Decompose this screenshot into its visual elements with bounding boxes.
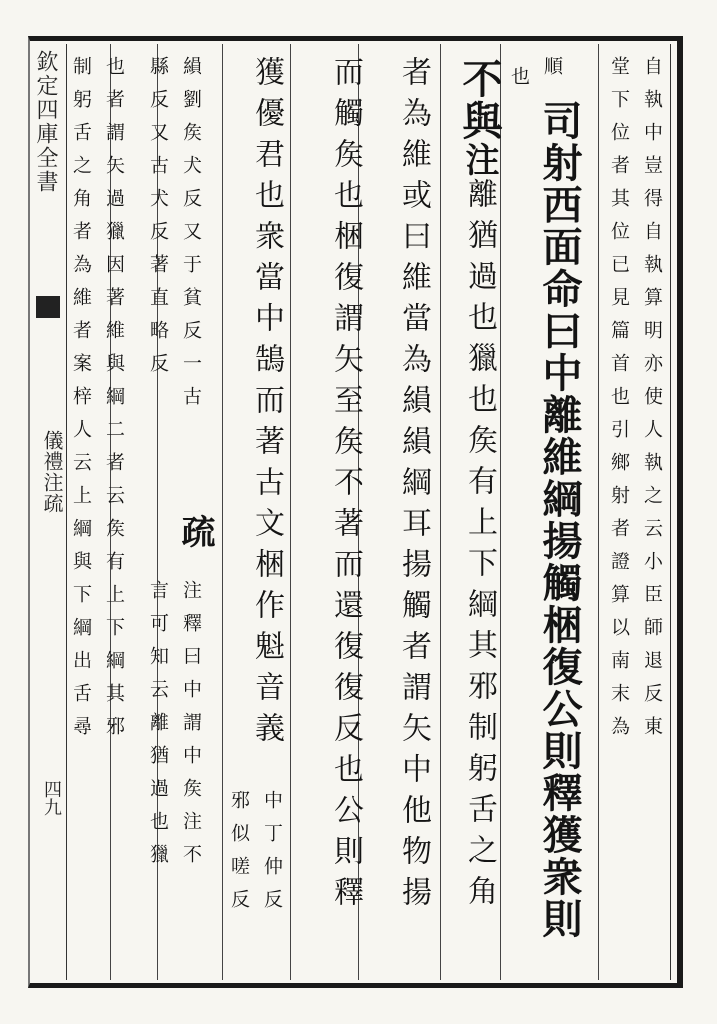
main-text-fragment: 不與 xyxy=(456,58,503,142)
commentary-text: 獲優君也衆當中鵠而著古文梱作魁音義 xyxy=(249,56,284,753)
text-column-9 xyxy=(68,56,128,749)
commentary-column-5: 者為維或曰維當為縜縜綱耳揚觸者謂矢中他物揚 xyxy=(396,56,431,917)
text-column-8 xyxy=(145,56,205,419)
note-label: 注 xyxy=(459,142,499,178)
commentary-text: 離猶過也獵也矦有上下綱其邪制躬舌之角 xyxy=(462,178,497,916)
commentary-marker: 疏 xyxy=(175,514,215,554)
text-column-4 xyxy=(448,58,508,916)
commentary-column-6: 而觸矦也梱復謂矢至矦不著而還復復反也公則釋 xyxy=(328,56,363,917)
note-line-right: 自執中豈得自執算明亦使人執之云小臣師退反東 xyxy=(641,56,663,749)
text-column-2 xyxy=(506,56,566,99)
note-line-right: 也者謂矢過獵因著維與綱二者云矦有上下綱其邪 xyxy=(103,56,125,749)
series-title: 欽定四庫全書 xyxy=(33,50,58,194)
margin-block-mark xyxy=(36,296,60,318)
column-rule xyxy=(290,44,291,980)
note-line-left: 也 xyxy=(508,66,530,99)
text-column-1 xyxy=(606,56,666,749)
page-number: 四九 xyxy=(41,780,62,816)
column-rule xyxy=(440,44,441,980)
column-rule xyxy=(598,44,599,980)
main-text-column: 司射西面命曰中離維綱揚觸梱復公則釋獲衆則 xyxy=(536,100,583,940)
note-line-right: 縜劉矦犬反又于貧反一古 xyxy=(180,56,202,419)
book-title: 儀禮注疏 xyxy=(40,430,64,514)
note-line-right: 中丁仲反 xyxy=(261,790,283,922)
pronunciation-note xyxy=(226,790,286,922)
column-rule xyxy=(222,44,223,980)
note-line-left: 言可知云離猶過也獵 xyxy=(147,580,169,877)
note-line-left: 制躬舌之角者為維者案梓人云上綱與下綱出舌尋 xyxy=(70,56,92,749)
note-line-left: 縣反又古犬反著直略反 xyxy=(147,56,169,386)
text-column-8-continued xyxy=(145,580,205,877)
note-line-left: 邪似嗟反 xyxy=(228,790,250,922)
note-line-right: 順 xyxy=(541,56,563,89)
note-line-left: 堂下位者其位已見篇首也引鄉射者證算以南末為 xyxy=(608,56,630,749)
text-column-7 xyxy=(228,56,288,753)
note-line-right: 注釋曰中謂中矦注不 xyxy=(180,580,202,877)
